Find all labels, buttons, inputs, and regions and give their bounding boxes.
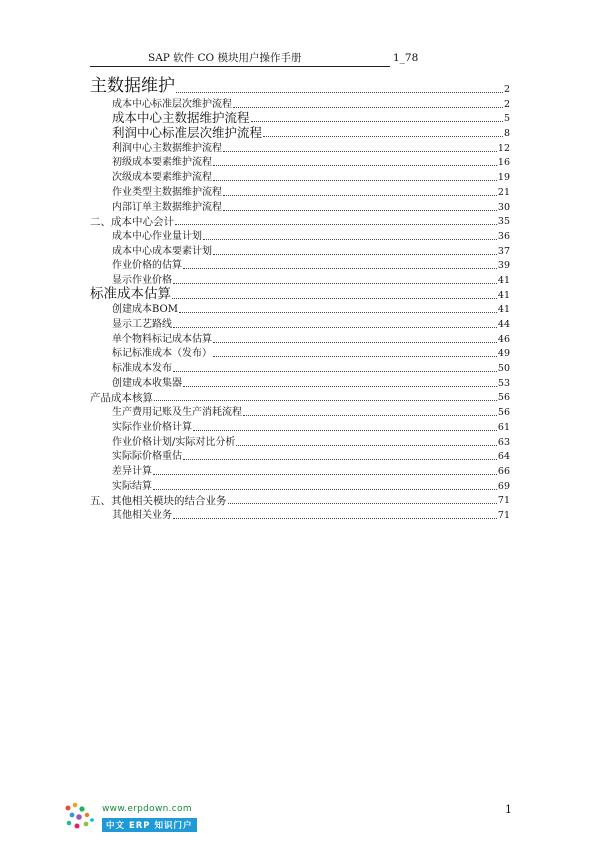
toc-entry-title: 五、其他相关模块的结合业务 [90,495,227,508]
toc-entry[interactable] [90,449,510,464]
toc-entry[interactable] [90,111,510,126]
toc-entry[interactable] [90,140,510,155]
toc-dot-leader [173,371,497,372]
footer-url[interactable]: www.erpdown.com [102,804,192,814]
toc-dot-leader [154,400,497,401]
toc-entry[interactable] [90,214,510,229]
toc-entry-page: 41 [497,289,510,301]
toc-entry-title: 内部订单主数据维护流程 [112,201,222,213]
toc-entry[interactable] [90,507,510,522]
toc-entry-page: 61 [497,421,510,433]
toc-entry-page: 35 [497,216,510,228]
toc-entry-page: 39 [497,260,510,272]
toc-entry[interactable] [90,419,510,434]
toc-dot-leader [213,342,497,343]
toc-entry-title: 显示作业价格 [112,274,172,286]
toc-dot-leader [263,136,503,137]
footer-brand: 中文 ERP 知识门户 [102,818,197,832]
toc-entry-page: 37 [497,245,510,257]
toc-entry-title: 其他相关业务 [112,509,172,521]
header-page-ref: 1_78 [393,52,419,64]
toc-dot-leader [193,430,497,431]
toc-entry[interactable] [90,125,510,140]
toc-entry-title: 利润中心标准层次维护流程 [112,125,263,141]
toc-dot-leader [173,518,497,519]
toc-entry-title: 创建成本BOM [112,304,178,316]
toc-entry[interactable] [90,331,510,346]
toc-entry[interactable] [90,96,510,111]
header-title: SAP 软件 CO 模块用户操作手册 [148,52,302,64]
toc-entry-page: 50 [497,363,510,375]
toc-entry-page: 41 [497,274,510,286]
page-number: 1 [505,803,512,816]
toc-entry-title: 初级成本要素维护流程 [112,157,212,169]
toc-dot-leader [228,503,497,504]
toc-dot-leader [153,474,497,475]
toc-entry-page: 12 [497,142,510,154]
toc-entry-title: 作业价格的估算 [112,260,182,272]
toc-entry-title: 二、成本中心会计 [90,216,174,229]
toc-entry-title: 标准成本发布 [112,363,172,375]
toc-dot-leader [203,239,497,240]
toc-entry-title: 成本中心主数据维护流程 [112,110,250,126]
toc-entry[interactable] [90,184,510,199]
toc-entry-title: 次级成本要素维护流程 [112,172,212,184]
toc-dot-leader [172,298,497,299]
toc-entry[interactable] [90,463,510,478]
toc-entry[interactable] [90,316,510,331]
toc-entry[interactable] [90,478,510,493]
toc-entry[interactable] [90,228,510,243]
toc-entry[interactable] [90,243,510,258]
toc-entry[interactable] [90,155,510,170]
toc-entry-title: 单个物料标记成本估算 [112,333,212,345]
toc-entry-page: 53 [497,377,510,389]
toc-dot-leader [183,268,497,269]
toc-entry-title: 差异计算 [112,465,152,477]
toc-entry-page: 56 [497,407,510,419]
toc-entry[interactable] [90,375,510,390]
toc-entry-page: 71 [497,509,510,521]
toc-entry[interactable] [90,346,510,361]
toc-dot-leader [176,92,503,93]
toc-entry-title: 标记标准成本（发布） [112,348,212,360]
toc-entry[interactable] [90,404,510,419]
toc-entry-page: 2 [503,84,510,95]
toc-entry-title: 主数据维护 [90,76,175,96]
toc-dot-leader [233,107,503,108]
toc-entry[interactable] [90,76,510,96]
toc-dot-leader [223,151,497,152]
footer-logo [62,800,222,836]
toc-entry-page: 63 [497,436,510,448]
toc-entry-title: 作业价格计划/实际对比分析 [112,436,236,448]
toc-dot-leader [251,121,503,122]
toc-dot-leader [213,165,497,166]
toc-entry-page: 56 [497,392,510,404]
toc-dot-leader [179,312,497,313]
toc-entry-title: 实际作业价格计算 [112,421,192,433]
toc-entry-page: 64 [497,451,510,463]
toc-entry[interactable] [90,434,510,449]
toc-dot-leader [175,224,497,225]
toc-entry-title: 利润中心主数据维护流程 [112,142,222,154]
toc-entry-page: 44 [497,319,510,330]
toc-entry-title: 实际结算 [112,480,152,492]
toc-dot-leader [183,386,497,387]
toc-entry-title: 成本中心标准层次维护流程 [112,98,232,110]
toc-dot-leader [173,283,497,284]
toc-entry[interactable] [90,390,510,405]
toc-dot-leader [153,489,497,490]
table-of-contents [90,76,510,522]
toc-entry-page: 30 [497,201,510,213]
toc-entry-page: 36 [497,230,510,242]
toc-entry-page: 49 [497,348,510,360]
toc-entry[interactable] [90,169,510,184]
toc-entry-page: 21 [497,186,510,198]
toc-dot-leader [213,356,497,357]
toc-entry-page: 71 [497,495,510,507]
toc-entry-title: 成本中心成本要素计划 [112,245,212,257]
toc-entry-page: 66 [497,465,510,477]
toc-dot-leader [223,210,497,211]
toc-dot-leader [213,254,497,255]
toc-entry-title: 标准成本估算 [90,285,171,302]
toc-entry[interactable] [90,258,510,273]
toc-entry[interactable] [90,360,510,375]
toc-entry[interactable] [90,302,510,317]
toc-dot-leader [243,415,497,416]
toc-entry[interactable] [90,199,510,214]
toc-dot-leader [173,327,497,328]
toc-entry-page: 2 [503,98,510,110]
toc-entry-title: 成本中心作业量计划 [112,230,202,242]
toc-entry-title: 创建成本收集器 [112,377,182,389]
toc-entry-page: 69 [497,480,510,492]
logo-dots-icon [62,800,96,834]
toc-dot-leader [236,445,497,446]
toc-entry[interactable] [90,493,510,508]
toc-dot-leader [183,459,497,460]
toc-entry-title: 生产费用记账及生产消耗流程 [112,407,242,419]
toc-entry-title: 作业类型主数据维护流程 [112,186,222,198]
toc-entry-page: 19 [497,172,510,184]
toc-entry[interactable] [90,287,510,302]
toc-entry-title: 显示工艺路线 [112,319,172,330]
toc-dot-leader [223,195,497,196]
toc-entry-page: 16 [497,157,510,169]
toc-dot-leader [213,180,497,181]
toc-entry-title: 产品成本核算 [90,392,153,405]
page-header [90,52,419,67]
toc-entry-title: 实际际价格重估 [112,451,182,463]
toc-entry-page: 46 [497,333,510,345]
toc-entry-page: 41 [497,304,510,316]
toc-entry-page: 5 [503,113,510,125]
toc-entry-page: 8 [503,128,510,140]
